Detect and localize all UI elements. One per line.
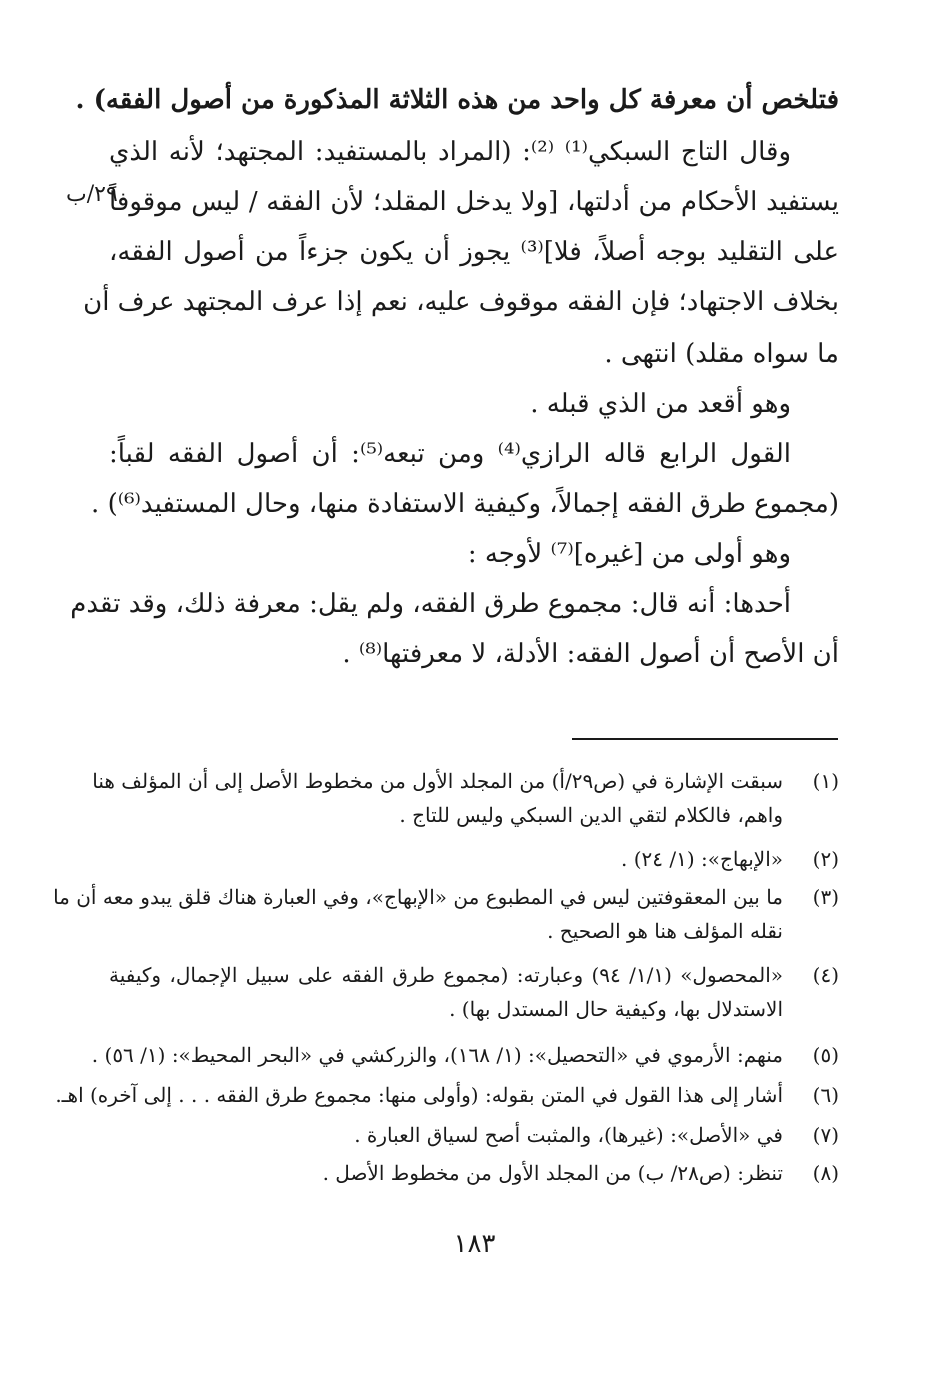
body-line-6: ما سواه مقلد) انتهى . bbox=[604, 339, 839, 369]
footnote-6 bbox=[55, 1078, 839, 1112]
body-line-5: بخلاف الاجتهاد؛ فإن الفقه موقوف عليه، نعم إذا عرف المجتهد عرف أن bbox=[83, 287, 839, 317]
footnote-number: (٤) bbox=[812, 963, 839, 987]
body-line-4: على التقليد بوجه أصلاً، فلا]⁽³⁾ يجوز أن يكون جزءاً من أصول الفقه، bbox=[109, 237, 839, 267]
footnote-text: واهم، فالكلام لتقي الدين السبكي وليس للتاج . bbox=[399, 803, 783, 827]
footnote-number: (٦) bbox=[812, 1083, 839, 1107]
body-line-1: فتلخص أن معرفة كل واحد من هذه الثلاثة المذكورة من أصول الفقه) . bbox=[75, 85, 839, 115]
footnote-8 bbox=[109, 1156, 839, 1190]
footnote-2 bbox=[109, 842, 839, 876]
footnote-number: (٧) bbox=[812, 1123, 839, 1147]
footnote-text: تنظر: (ص٢٨/ ب) من المجلد الأول من مخطوط الأصل . bbox=[322, 1161, 783, 1185]
footnote-number: (٨) bbox=[812, 1161, 839, 1185]
body-line-7: وهو أقعد من الذي قبله . bbox=[530, 389, 791, 419]
footnote-number: (٥) bbox=[812, 1043, 839, 1067]
body-line-12: أن الأصح أن أصول الفقه: الأدلة، لا معرفتها⁽⁸⁾ . bbox=[342, 639, 839, 669]
footnote-text: منهم: الأرموي في «التحصيل»: (١/ ١٦٨)، والزركشي في «البحر المحيط»: (١/ ٥٦) . bbox=[91, 1043, 783, 1067]
footnote-3 bbox=[53, 880, 839, 948]
footnote-4 bbox=[109, 958, 839, 1026]
footnote-text: أشار إلى هذا القول في المتن بقوله: (وأولى منها: مجموع طرق الفقه . . . إلى آخره) اهـ. bbox=[55, 1083, 783, 1107]
footnote-text: ما بين المعقوفتين ليس في المطبوع من «الإبهاج»، وفي العبارة هناك قلق يبدو معه أن ما bbox=[53, 885, 783, 909]
body-line-2: وقال التاج السبكي⁽¹⁾ ⁽²⁾: (المراد بالمستفيد: المجتهد؛ لأنه الذي bbox=[109, 137, 792, 167]
footnote-divider bbox=[572, 738, 838, 740]
footnote-text: «الإبهاج»: (١/ ٢٤) . bbox=[621, 847, 783, 871]
manuscript-folio-note: ٢٩/ب bbox=[66, 182, 118, 207]
footnote-number: (٢) bbox=[812, 847, 839, 871]
footnote-1 bbox=[92, 764, 839, 832]
footnote-7 bbox=[109, 1118, 839, 1152]
body-line-8: القول الرابع قاله الرازي⁽⁴⁾ ومن تبعه⁽⁵⁾: أن أصول الفقه لقباً: bbox=[109, 439, 791, 469]
footnote-text: نقله المؤلف هنا هو الصحيح . bbox=[547, 919, 783, 943]
footnote-text: سبقت الإشارة في (ص٢٩/أ) من المجلد الأول من مخطوط الأصل إلى أن المؤلف هنا bbox=[92, 769, 783, 793]
body-line-11: أحدها: أنه قال: مجموع طرق الفقه، ولم يقل: معرفة ذلك، وقد تقدم bbox=[70, 589, 791, 619]
body-line-9: (مجموع طرق الفقه إجمالاً، وكيفية الاستفادة منها، وحال المستفيد⁽⁶⁾) . bbox=[91, 489, 839, 519]
footnote-number: (١) bbox=[812, 769, 839, 793]
footnote-5 bbox=[91, 1038, 839, 1072]
footnote-text: في «الأصل»: (غيرها)، والمثبت أصح لسياق العبارة . bbox=[354, 1123, 783, 1147]
footnote-text: «المحصول» (١/١/ ٩٤) وعبارته: (مجموع طرق الفقه على سبيل الإجمال، وكيفية bbox=[109, 963, 783, 987]
body-line-3: يستفيد الأحكام من أدلتها، [ولا يدخل المقلد؛ لأن الفقه / ليس موقوفاً bbox=[109, 187, 839, 217]
footnote-number: (٣) bbox=[812, 885, 839, 909]
body-line-10: وهو أولى من [غيره]⁽⁷⁾ لأوجه : bbox=[467, 539, 791, 569]
footnote-text: الاستدلال بها، وكيفية حال المستدل بها) . bbox=[449, 997, 783, 1021]
page-number: ١٨٣ bbox=[453, 1229, 496, 1259]
